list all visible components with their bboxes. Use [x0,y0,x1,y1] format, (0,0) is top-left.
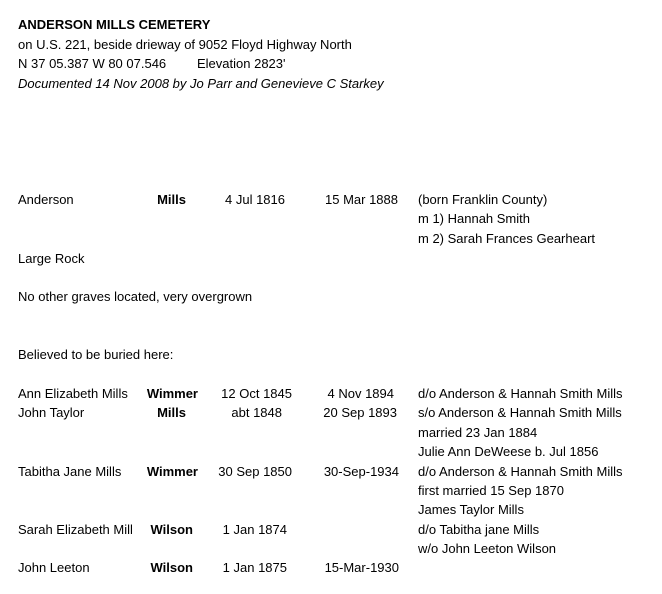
surname: Wimmer [146,464,198,479]
birth-date: 1 Jan 1875 [222,560,287,575]
note-line: s/o Anderson & Hannah Smith Mills [418,405,622,420]
page-title: ANDERSON MILLS CEMETERY [18,17,211,32]
surname: Wilson [150,522,193,537]
birth-date: 4 Jul 1816 [225,192,285,207]
death-date: 4 Nov 1894 [327,386,394,401]
note-line: m 2) Sarah Frances Gearheart [418,231,596,246]
note-line: d/o Tabitha jane Mills [418,522,540,537]
birth-date: abt 1848 [231,405,282,420]
elevation-text: Elevation 2823' [197,56,286,71]
note-line: first married 15 Sep 1870 [418,483,564,498]
large-rock-note: Large Rock [18,251,85,266]
note-line: Julie Ann DeWeese b. Jul 1856 [418,444,599,459]
note-line: d/o Anderson & Hannah Smith Mills [418,386,623,401]
note-line: married 23 Jan 1884 [418,425,538,440]
note-line: w/o John Leeton Wilson [418,541,557,556]
surname: Wilson [150,560,193,575]
believed-buried-heading: Believed to be buried here: [18,347,174,362]
documented-text: Documented 14 Nov 2008 by Jo Parr and Genevieve C Starkey [18,76,384,91]
given-name: Anderson [18,192,74,207]
given-name: Ann Elizabeth Mills [18,386,128,401]
death-date: 15 Mar 1888 [325,192,398,207]
location-text: on U.S. 221, beside drieway of 9052 Floyd Highway North [18,37,352,52]
death-date: 30-Sep-1934 [323,464,399,479]
note-line: m 1) Hannah Smith [418,211,530,226]
birth-date: 1 Jan 1874 [222,522,287,537]
surname: Mills [157,192,186,207]
note-line: (born Franklin County) [418,192,548,207]
given-name: John Taylor [18,405,85,420]
note-line: d/o Anderson & Hannah Smith Mills [418,464,623,479]
birth-date: 12 Oct 1845 [221,386,292,401]
death-date: 20 Sep 1893 [323,405,397,420]
given-name: Sarah Elizabeth Mill [18,522,133,537]
surname: Wimmer [146,386,198,401]
coordinates-text: N 37 05.387 W 80 07.546 [18,56,167,71]
given-name: Tabitha Jane Mills [18,464,122,479]
given-name: John Leeton [18,560,90,575]
note-line: James Taylor Mills [418,502,524,517]
surname: Mills [157,405,186,420]
birth-date: 30 Sep 1850 [218,464,292,479]
no-other-graves-note: No other graves located, very overgrown [18,289,253,304]
death-date: 15-Mar-1930 [324,560,399,575]
